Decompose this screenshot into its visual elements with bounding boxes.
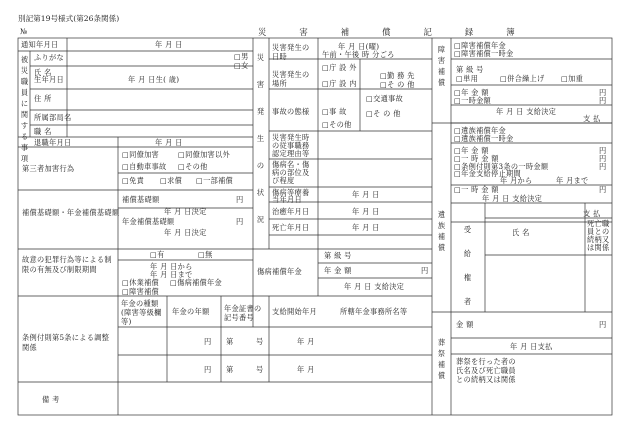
base-amount-title: 補償基礎額	[122, 195, 160, 204]
number-label: №	[20, 27, 28, 36]
funeral-person-2: 氏名及び死亡職員	[456, 366, 516, 375]
pension-base-date: 年 月 日決定	[164, 228, 207, 237]
pay-start-header: 支給開始年月	[272, 307, 317, 316]
survivor-lumpsum-checkbox[interactable]: □一 時 金 額	[454, 154, 499, 163]
funeral-person-1: 葬祭を行った者の	[456, 357, 516, 366]
birth-value: 年 月 日生( 歳)	[128, 75, 180, 84]
occ-time-value: 午前・午後 時 分ごろ	[322, 50, 395, 59]
tp-colleague-checkbox[interactable]: □同僚加害	[122, 150, 160, 159]
survivor-pension-checkbox[interactable]: □遺族補償年金	[454, 126, 507, 135]
tp-partial-checkbox[interactable]: □一部補償	[196, 176, 234, 185]
disability-paid: 支 払	[583, 114, 601, 123]
occ-date-value: 年 月 日(曜)	[338, 42, 380, 51]
duty-label: 災害発生時の従事職務認定理由等	[272, 133, 310, 158]
mode-other2-checkbox[interactable]: □その他	[322, 120, 352, 129]
occ-place-label: 災害発生の場所	[272, 70, 310, 88]
adj-row1-yen: 円	[204, 337, 212, 346]
tp-other-checkbox[interactable]: □その他	[178, 162, 208, 171]
female-checkbox[interactable]: □女	[234, 61, 249, 70]
notice-date-label: 通知年月日	[21, 40, 59, 49]
pension-base-title: 年金補償基礎額	[122, 217, 175, 226]
disability-single-checkbox[interactable]: □単用	[456, 74, 479, 83]
pension-office-header: 所轄年金事務所名等	[340, 307, 408, 316]
cure-value: 年 月 日	[352, 207, 380, 216]
disability-lumpsum-yen: 円	[599, 96, 607, 105]
suspension-from: 年 月から	[500, 176, 533, 185]
funeral-amount-label: 金 額	[456, 320, 474, 329]
disability-annual-yen: 円	[599, 88, 607, 97]
certificate-header: 年金証書の記号番号	[224, 304, 262, 322]
survivor-lump-checkbox[interactable]: □遺族補償一時金	[454, 134, 514, 143]
birth-label: 生年月日	[34, 75, 64, 84]
mode-accident-checkbox[interactable]: □事 故	[322, 107, 347, 116]
disability-add-checkbox[interactable]: □加重	[561, 74, 584, 83]
adj-row2-ym: 年 月	[297, 365, 315, 374]
leave-comp-checkbox[interactable]: □休業補償	[122, 278, 160, 287]
pension-amount-header: 年金の年額	[172, 307, 210, 316]
tp-claim-checkbox[interactable]: □求償	[160, 176, 183, 185]
injury-pension-decided: 年 月 日 支給決定	[344, 282, 405, 291]
survivor-annual-yen: 円	[599, 146, 607, 155]
mode-other-checkbox[interactable]: □そ の 他	[366, 109, 401, 118]
third-party-label: 第三者加害行為	[22, 164, 75, 173]
address-label: 住 所	[34, 94, 52, 103]
injury-pension-yen: 円	[421, 266, 429, 275]
adj-row1-go: 号	[256, 337, 264, 346]
adj-row1-ym: 年 月	[297, 337, 315, 346]
injury-pension-grade: 第 級 号	[324, 251, 352, 260]
restriction-from: 年 月 日から	[150, 262, 193, 271]
adj-row2-dai: 第	[226, 365, 234, 374]
survivor-decided: 年 月 日 支給決定	[482, 194, 543, 203]
disability-decided: 年 月 日 支給決定	[496, 107, 557, 116]
disability-section-label: 障害補償	[437, 45, 446, 87]
crime-restriction-label: 故意の犯罪行為等による制限の有無及び制限期間	[22, 255, 112, 274]
recipient-name-label: 氏 名	[512, 228, 530, 237]
occurrence-section-label: 災害発生の状況	[256, 53, 265, 224]
death-value: 年 月 日	[352, 223, 380, 232]
death-label: 死亡年月日	[272, 223, 310, 232]
place-workplace-checkbox[interactable]: □勤 務 先	[380, 71, 415, 80]
survivor-lumpsum2-yen: 円	[599, 185, 607, 194]
survivor-paid: 支 払	[583, 209, 601, 218]
injury-pension-label: 傷病補償年金	[257, 267, 302, 276]
name-label: 氏 名	[34, 68, 52, 77]
adj-row1-dai: 第	[226, 337, 234, 346]
notice-date-value: 年 月 日	[155, 40, 183, 49]
department-label: 所属部局名	[34, 113, 72, 122]
treatment-value: 年 月 日	[352, 190, 380, 199]
survivor-annual-checkbox[interactable]: □年 金 額	[454, 146, 489, 155]
funeral-section-label: 葬祭補償	[437, 338, 446, 380]
male-checkbox[interactable]: □男	[234, 52, 249, 61]
form-id: 別記第19号様式(第26条関係)	[18, 14, 120, 23]
accident-mode-label: 事故の態様	[272, 107, 310, 116]
disability-merge-checkbox[interactable]: □併合繰上げ	[500, 74, 545, 83]
pension-base-yen: 円	[236, 217, 244, 226]
tp-other-colleague-checkbox[interactable]: □同僚加害以外	[178, 150, 231, 159]
furigana-label: ふりがな	[34, 53, 64, 62]
funeral-person-3: との続柄又は関係	[456, 375, 516, 384]
survivor-article3-checkbox[interactable]: □条例付則第3条の一時金額	[454, 162, 549, 171]
restriction-to: 年 月 日まで	[150, 270, 193, 279]
survivor-lumpsum2-checkbox[interactable]: □一 時 金 額	[454, 185, 499, 194]
restriction-yes-checkbox[interactable]: □有	[150, 250, 165, 259]
cure-label: 治癒年月日	[272, 207, 310, 216]
recipient-label: 受給権者	[463, 225, 472, 306]
pension-type-header: 年金の種類(障害等級欄等)	[121, 299, 162, 326]
survivor-lumpsum-yen: 円	[599, 154, 607, 163]
base-amount-label: 補償基礎額・年金補償基礎額	[22, 208, 120, 217]
funeral-amount-yen: 円	[599, 320, 607, 329]
disability-lump-checkbox[interactable]: □障害補償一時金	[454, 49, 514, 58]
treatment-label: 傷病等療養当年月日	[272, 188, 310, 204]
injury-pension-amount-label: 年 金 額	[324, 266, 352, 275]
base-amount-yen: 円	[236, 195, 244, 204]
disability-annual-checkbox[interactable]: □年 金 額	[454, 88, 489, 97]
injury-pension-checkbox[interactable]: □傷病補償年金	[170, 278, 223, 287]
survivor-section-label: 遺族補償	[437, 210, 446, 252]
restriction-no-checkbox[interactable]: □無	[198, 250, 213, 259]
survivor-suspension-checkbox[interactable]: □年金支給停止期間	[454, 169, 521, 178]
form-title: 災害補償記録簿	[258, 27, 548, 37]
job-title-label: 職 名	[34, 127, 52, 136]
mode-traffic-checkbox[interactable]: □交通事故	[366, 94, 404, 103]
recipient-relation-label: 死亡職員との続柄又は関係	[587, 219, 610, 252]
survivor-article3-yen: 円	[599, 162, 607, 171]
place-other-checkbox[interactable]: □そ の 他	[380, 80, 415, 89]
tp-exempt-checkbox[interactable]: □免責	[122, 176, 145, 185]
adj-row2-go: 号	[256, 365, 264, 374]
injury-label: 傷病名・傷病の部位及び程度	[272, 160, 310, 185]
disability-comp-checkbox[interactable]: □障害補償	[122, 287, 160, 296]
base-amount-date: 年 月 日決定	[164, 207, 207, 216]
disability-pension-checkbox[interactable]: □障害補償年金	[454, 41, 507, 50]
adj-row2-yen: 円	[204, 365, 212, 374]
retirement-label: 退職年月日	[34, 138, 72, 147]
remarks-label: 備 考	[42, 395, 60, 404]
adjustment-label: 条例付則第5条による調整関係	[22, 333, 110, 352]
suspension-to: 年 月まで	[556, 176, 589, 185]
place-outside-checkbox[interactable]: □庁 設 外	[322, 63, 357, 72]
occ-date-label: 災害発生の日時	[272, 43, 310, 61]
disability-grade: 第 級 号	[456, 65, 484, 74]
victim-section-label: 被災職員に関する事項	[20, 55, 29, 163]
disability-lumpsum-checkbox[interactable]: □一時金額	[454, 96, 492, 105]
place-inside-checkbox[interactable]: □庁 設 内	[322, 79, 357, 88]
funeral-paid-date: 年 月 日支払	[510, 342, 553, 351]
tp-car-accident-checkbox[interactable]: □自動車事故	[122, 162, 167, 171]
retirement-value: 年 月 日	[155, 138, 183, 147]
